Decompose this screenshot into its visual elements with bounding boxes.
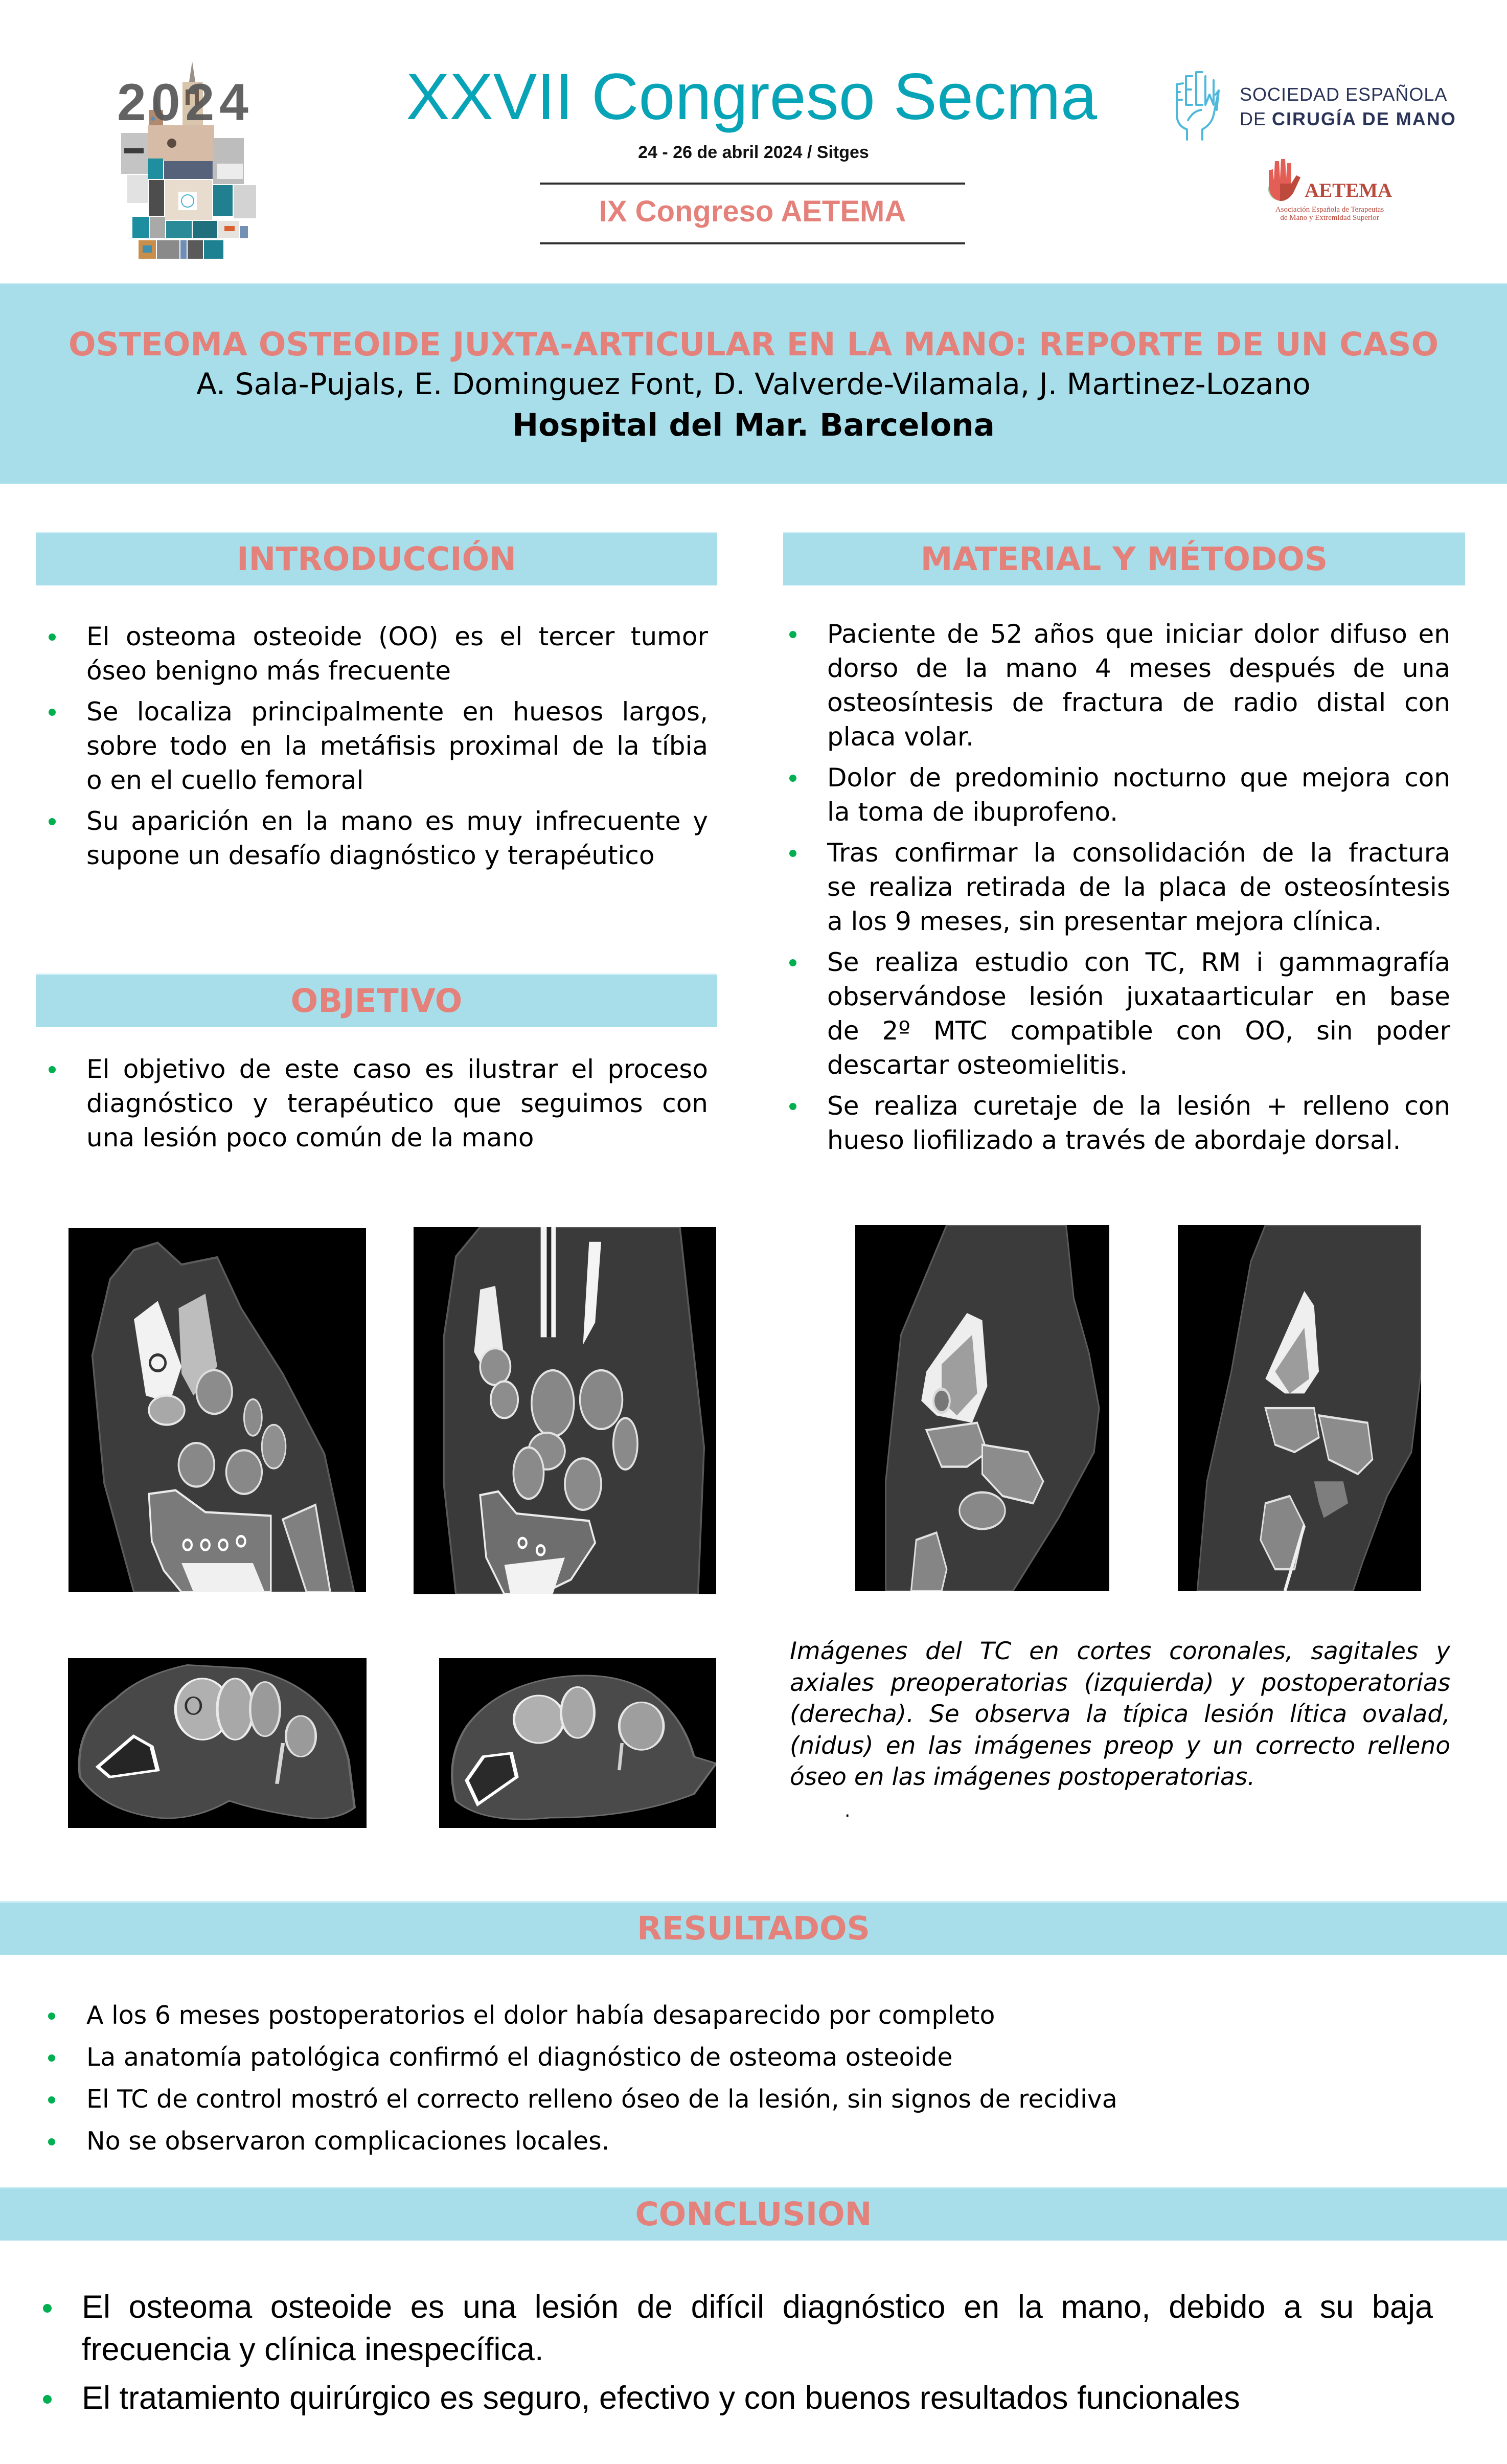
aetema-logo: [1263, 156, 1397, 222]
list-item: [86, 2041, 1415, 2074]
text-line: sobre todo en la metáfisis proximal de la tíbia: [86, 731, 708, 761]
text-line: El osteoma osteoide (OO) es el tercer tumor: [86, 622, 708, 651]
text-line: A los 6 meses postoperatorios el dolor había desaparecido por completo: [86, 2001, 995, 2030]
list-item: [82, 2377, 1433, 2420]
bullet-icon: [43, 2395, 52, 2404]
text-line: óseo benigno más frecuente: [86, 656, 451, 686]
list-item: [86, 620, 708, 688]
poster-institution: Hospital del Mar. Barcelona: [512, 407, 995, 443]
section-header-conclusion: [0, 2187, 1507, 2241]
secma-name-prefix: DE: [1240, 108, 1267, 129]
list-item: [827, 945, 1450, 1082]
secma-logo: [1173, 69, 1479, 143]
ct-image-coronal-preop: [68, 1228, 366, 1592]
bullet-icon: [789, 959, 796, 966]
title-banner: [0, 283, 1507, 484]
list-item: [827, 761, 1450, 829]
list-item: [86, 2083, 1415, 2116]
section-header-objetivo: [36, 974, 717, 1027]
text-line: la toma de ibuprofeno.: [827, 797, 1118, 827]
text-line: El tratamiento quirúrgico es seguro, efectivo y con buenos resultados funcionales: [82, 2380, 1240, 2416]
list-item: [86, 1052, 708, 1155]
bullet-icon: [789, 850, 796, 857]
bullet-icon: [49, 1066, 56, 1073]
objetivo-list: [86, 1052, 708, 1162]
secma-name-line2: [1240, 109, 1456, 129]
figure-caption: [790, 1636, 1450, 1793]
section-header-resultados: [0, 1901, 1507, 1955]
ct-image-coronal-postop: [414, 1227, 716, 1594]
ct-image-axial-postop: [439, 1658, 716, 1828]
text-line: hueso liofilizado a través de abordaje dorsal.: [827, 1125, 1401, 1155]
bullet-icon: [48, 2013, 55, 2020]
bullet-icon: [49, 634, 56, 641]
text-line: a los 9 meses, sin presentar mejora clínica.: [827, 907, 1382, 936]
text-line: o en el cuello femoral: [86, 765, 364, 795]
section-title: CONCLUSION: [635, 2196, 872, 2233]
text-line: supone un desafío diagnóstico y terapéutico: [86, 841, 655, 870]
ct-image-sagittal-postop: [1178, 1225, 1421, 1591]
aetema-subtitle-line1: Asociación Española de Terapeutas: [1275, 206, 1384, 214]
bullet-icon: [789, 1103, 796, 1110]
caption-line: axiales preoperatorias (izquierda) y postoperatorias: [790, 1668, 1450, 1697]
list-item: [86, 1999, 1415, 2032]
header-divider-bottom: [540, 242, 965, 244]
text-line: dorso de la mano 4 meses después de una: [827, 653, 1450, 683]
list-item: [86, 804, 708, 873]
caption-line: (nidus) en las imágenes preop y un correcto relleno: [790, 1731, 1450, 1760]
text-line: Se realiza curetaje de la lesión + relleno con: [827, 1091, 1450, 1121]
list-item: [86, 2124, 1415, 2158]
list-item: [827, 836, 1450, 939]
introduccion-list: [86, 620, 708, 879]
ct-image-sagittal-preop: [855, 1225, 1109, 1591]
hand-filled-icon: [1265, 158, 1303, 202]
text-line: El TC de control mostró el correcto relleno óseo de la lesión, sin signos de recidiva: [86, 2085, 1117, 2114]
text-line: El objetivo de este caso es ilustrar el proceso: [86, 1054, 708, 1084]
hand-outline-icon: [1173, 69, 1224, 141]
section-header-material-metodos: [783, 532, 1465, 585]
material-metodos-list: [827, 617, 1450, 1164]
list-item: [827, 617, 1450, 754]
bullet-icon: [48, 2138, 55, 2145]
ct-image-axial-preop: [68, 1658, 367, 1828]
text-line: placa volar.: [827, 722, 974, 752]
text-line: Dolor de predominio nocturno que mejora con: [827, 763, 1450, 793]
section-title: INTRODUCCIÓN: [237, 540, 516, 578]
text-line: de 2º MTC compatible con OO, sin poder: [827, 1016, 1450, 1046]
list-item: [86, 695, 708, 798]
section-title: MATERIAL Y MÉTODOS: [920, 540, 1328, 578]
secma-name-line1: SOCIEDAD ESPAÑOLA: [1240, 84, 1448, 105]
section-title: OBJETIVO: [290, 982, 463, 1020]
text-line: diagnóstico y terapéutico que seguimos con: [86, 1089, 708, 1118]
section-title: RESULTADOS: [637, 1910, 870, 1947]
bullet-icon: [48, 2054, 55, 2062]
text-line: se realiza retirada de la placa de osteosíntesis: [827, 872, 1450, 902]
bullet-icon: [49, 709, 56, 716]
bullet-icon: [48, 2096, 55, 2104]
caption-line: óseo en las imágenes postoperatorias.: [790, 1763, 1255, 1791]
congress-dates: 24 - 26 de abril 2024 / Sitges: [638, 143, 869, 162]
sub-congress-title: IX Congreso AETEMA: [599, 195, 906, 228]
text-line: El osteoma osteoide es una lesión de difícil diagnóstico en la mano, debido a su baja: [82, 2289, 1433, 2325]
stray-mark: .: [844, 1800, 851, 1821]
text-line: una lesión poco común de la mano: [86, 1123, 534, 1152]
bullet-icon: [789, 631, 796, 638]
conclusion-list: [82, 2286, 1433, 2426]
bullet-icon: [49, 818, 56, 825]
list-item: [827, 1089, 1450, 1158]
text-line: frecuencia y clínica inespecífica.: [82, 2332, 544, 2367]
text-line: Tras confirmar la consolidación de la fractura: [827, 838, 1450, 868]
aetema-subtitle-line2: de Mano y Extremidad Superior: [1280, 214, 1379, 222]
text-line: descartar osteomielitis.: [827, 1050, 1128, 1080]
text-line: Paciente de 52 años que iniciar dolor difuso en: [827, 619, 1450, 649]
caption-line: Imágenes del TC en cortes coronales, sagitales y: [790, 1637, 1450, 1665]
poster-title: OSTEOMA OSTEOIDE JUXTA-ARTICULAR EN LA MANO: REPORTE DE UN CASO: [68, 326, 1439, 363]
text-line: observándose lesión juxataarticular en base: [827, 982, 1450, 1011]
congress-title: XXVII Congreso Secma: [406, 60, 1097, 133]
secma-name-bold: CIRUGÍA DE MANO: [1272, 108, 1456, 129]
congress-2024-logo: [117, 61, 260, 261]
text-line: Se realiza estudio con TC, RM i gammagrafía: [827, 947, 1450, 977]
bullet-icon: [43, 2304, 52, 2313]
aetema-name: AETEMA: [1305, 179, 1392, 201]
section-header-introduccion: [36, 532, 717, 585]
header-divider-top: [540, 183, 965, 185]
poster-authors: A. Sala-Pujals, E. Dominguez Font, D. Valverde-Vilamala, J. Martinez-Lozano: [196, 367, 1311, 401]
list-item: [82, 2286, 1433, 2371]
text-line: osteosíntesis de fractura de radio distal con: [827, 688, 1450, 717]
resultados-list: [86, 1999, 1415, 2166]
text-line: No se observaron complicaciones locales.: [86, 2127, 610, 2156]
text-line: La anatomía patológica confirmó el diagnóstico de osteoma osteoide: [86, 2043, 953, 2072]
caption-line: (derecha). Se observa la típica lesión lítica ovalad,: [790, 1700, 1450, 1728]
logo-year: 2024: [117, 73, 254, 131]
text-line: Su aparición en la mano es muy infrecuente y: [86, 806, 708, 836]
text-line: Se localiza principalmente en huesos largos,: [86, 697, 708, 727]
bullet-icon: [789, 775, 796, 782]
